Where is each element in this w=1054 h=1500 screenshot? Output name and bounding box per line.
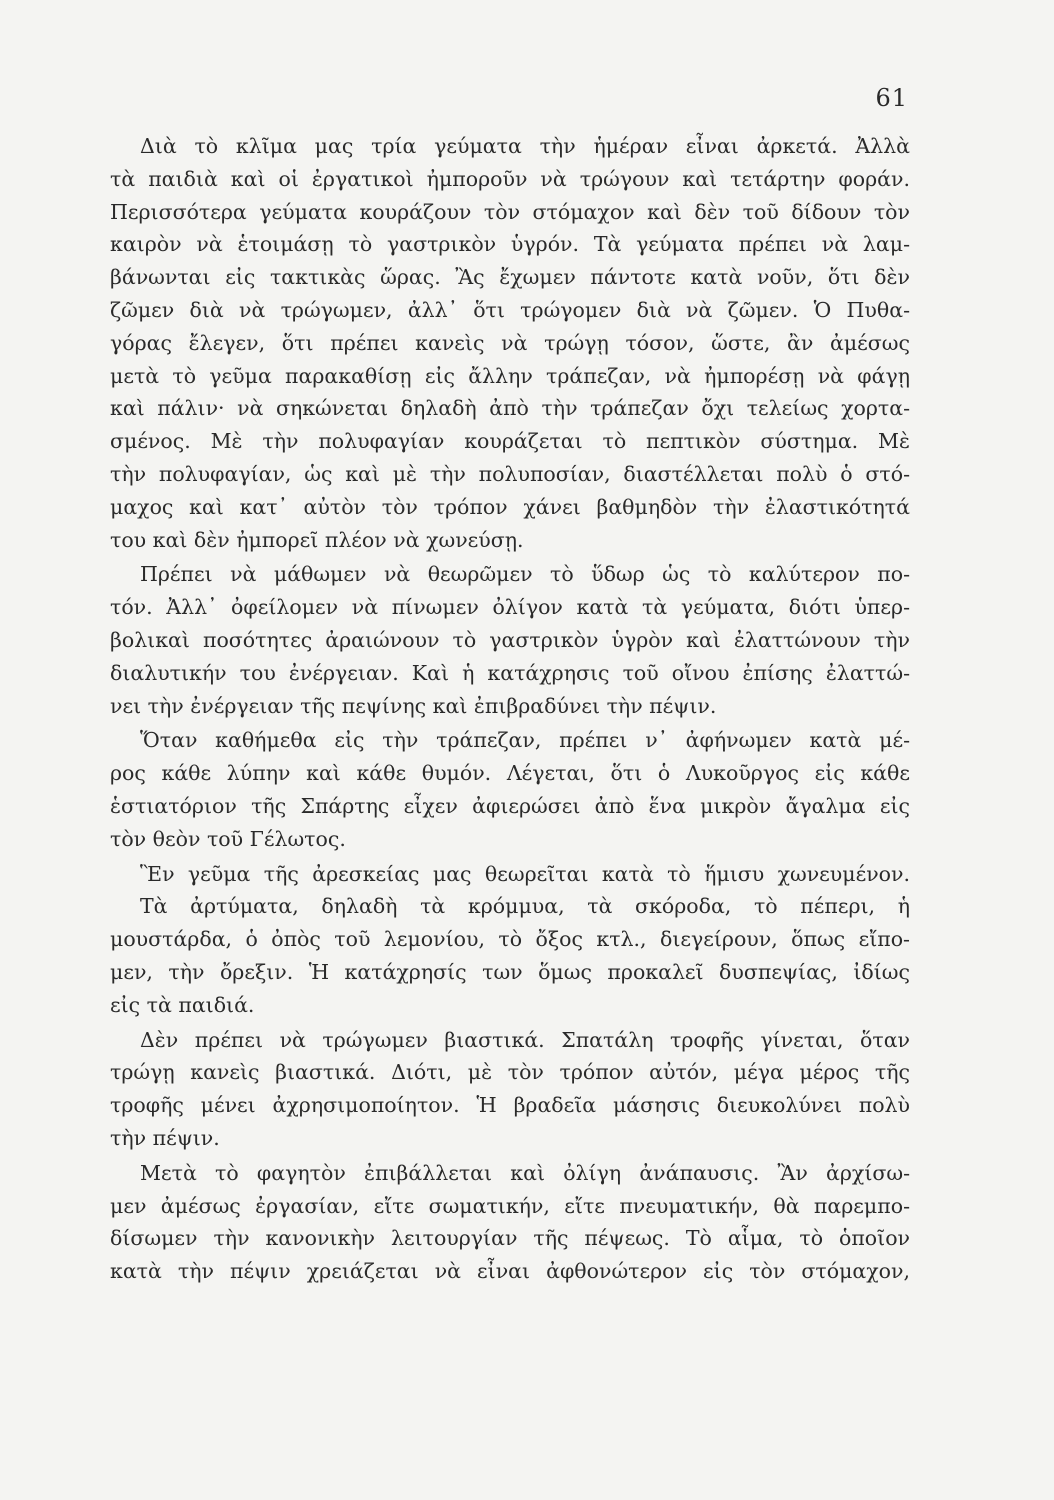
- page-number: 61: [875, 84, 908, 112]
- text-line: βάνωνται εἰς τακτικὰς ὥρας. Ἂς ἔχωμεν πάντοτε κατὰ νοῦν, ὅτι δὲν: [110, 265, 910, 290]
- paragraph-eating-slowly: [110, 1024, 910, 1155]
- text-line: κατὰ τὴν πέψιν χρειάζεται νὰ εἶναι ἀφθονώτερον εἰς τὸν στόμαχον,: [110, 1259, 910, 1284]
- text-line: Πρέπει νὰ μάθωμεν νὰ θεωρῶμεν τὸ ὕδωρ ὡς τὸ καλύτερον πο-: [140, 562, 910, 587]
- body-text: [110, 130, 910, 1288]
- text-line: βολικαὶ ποσότητες ἀραιώνουν τὸ γαστρικὸν ὑγρὸν καὶ ἐλαττώνουν τὴν: [110, 627, 910, 652]
- text-line: τὴν πέψιν.: [110, 1125, 220, 1150]
- text-line: τὰ παιδιὰ καὶ οἱ ἐργατικοὶ ἠμποροῦν νὰ τρώγουν καὶ τετάρτην φοράν.: [110, 166, 910, 191]
- text-line: γόρας ἔλεγεν, ὅτι πρέπει κανεὶς νὰ τρώγῃ τόσον, ὥστε, ἂν ἀμέσως: [110, 330, 910, 355]
- text-line: τρώγῃ κανεὶς βιαστικά. Διότι, μὲ τὸν τρόπον αὐτόν, μέγα μέρος τῆς: [110, 1060, 910, 1085]
- text-line: μεν, τὴν ὄρεξιν. Ἡ κατάχρησίς των ὅμως προκαλεῖ δυσπεψίας, ἰδίως: [110, 959, 910, 984]
- text-line: Τὰ ἀρτύματα, δηλαδὴ τὰ κρόμμυα, τὰ σκόροδα, τὸ πέπερι, ἡ: [140, 894, 910, 919]
- paragraph-meals: [110, 130, 910, 556]
- text-line: τροφῆς μένει ἀχρησιμοποίητον. Ἡ βραδεῖα μάσησις διευκολύνει πολὺ: [110, 1093, 910, 1118]
- text-line: μαχος καὶ κατ᾽ αὐτὸν τὸν τρόπον χάνει βαθμηδὸν τὴν ἐλαστικότητά: [110, 494, 910, 519]
- paragraph-pleasing-meal: [110, 858, 910, 891]
- text-line: καὶ πάλιν· νὰ σηκώνεται δηλαδὴ ἀπὸ τὴν τράπεζαν ὄχι τελείως χορτα-: [110, 396, 910, 421]
- text-line: Περισσότερα γεύματα κουράζουν τὸν στόμαχον καὶ δὲν τοῦ δίδουν τὸν: [110, 199, 910, 224]
- text-line: Ἓν γεῦμα τῆς ἀρεσκείας μας θεωρεῖται κατὰ τὸ ἥμισυ χωνευμένον.: [140, 861, 910, 886]
- text-line: τόν. Ἀλλ᾽ ὀφείλομεν νὰ πίνωμεν ὀλίγον κατὰ τὰ γεύματα, διότι ὑπερ-: [110, 595, 910, 620]
- text-line: τὸν θεὸν τοῦ Γέλωτος.: [110, 826, 346, 851]
- text-line: μουστάρδα, ὁ ὀπὸς τοῦ λεμονίου, τὸ ὄξος κτλ., διεγείρουν, ὅπως εἴπο-: [110, 927, 910, 952]
- text-line: ρος κάθε λύπην καὶ κάθε θυμόν. Λέγεται, ὅτι ὁ Λυκοῦργος εἰς κάθε: [110, 761, 910, 786]
- paragraph-condiments: [110, 890, 910, 1021]
- text-line: Μετὰ τὸ φαγητὸν ἐπιβάλλεται καὶ ὀλίγη ἀνάπαυσις. Ἂν ἀρχίσω-: [140, 1160, 910, 1185]
- text-line: τὴν πολυφαγίαν, ὡς καὶ μὲ τὴν πολυποσίαν, διαστέλλεται πολὺ ὁ στό-: [110, 461, 910, 486]
- text-line: ἑστιατόριον τῆς Σπάρτης εἶχεν ἀφιερώσει ἀπὸ ἕνα μικρὸν ἄγαλμα εἰς: [110, 793, 910, 818]
- text-line: καιρὸν νὰ ἑτοιμάσῃ τὸ γαστρικὸν ὑγρόν. Τὰ γεύματα πρέπει νὰ λαμ-: [110, 232, 910, 257]
- text-line: εἰς τὰ παιδιά.: [110, 992, 255, 1017]
- paragraph-rest-after-meal: [110, 1157, 910, 1288]
- paragraph-table-mood: [110, 724, 910, 855]
- text-line: ζῶμεν διὰ νὰ τρώγωμεν, ἀλλ᾽ ὅτι τρώγομεν διὰ νὰ ζῶμεν. Ὁ Πυθα-: [110, 297, 910, 322]
- text-line: διαλυτικήν του ἐνέργειαν. Καὶ ἡ κατάχρησις τοῦ οἴνου ἐπίσης ἐλαττώ-: [110, 660, 910, 685]
- text-line: μεν ἀμέσως ἐργασίαν, εἴτε σωματικήν, εἴτε πνευματικήν, θὰ παρεμπο-: [110, 1193, 910, 1218]
- text-line: Δὲν πρέπει νὰ τρώγωμεν βιαστικά. Σπατάλη τροφῆς γίνεται, ὅταν: [140, 1027, 910, 1052]
- text-line: νει τὴν ἐνέργειαν τῆς πεψίνης καὶ ἐπιβραδύνει τὴν πέψιν.: [110, 693, 717, 718]
- text-line: Διὰ τὸ κλῖμα μας τρία γεύματα τὴν ἡμέραν εἶναι ἀρκετά. Ἀλλὰ: [140, 134, 910, 158]
- text-line: σμένος. Μὲ τὴν πολυφαγίαν κουράζεται τὸ πεπτικὸν σύστημα. Μὲ: [110, 429, 910, 454]
- text-line: Ὅταν καθήμεθα εἰς τὴν τράπεζαν, πρέπει ν᾽ ἀφήνωμεν κατὰ μέ-: [140, 728, 910, 753]
- text-line: μετὰ τὸ γεῦμα παρακαθίσῃ εἰς ἄλλην τράπεζαν, νὰ ἠμπορέσῃ νὰ φάγῃ: [110, 363, 910, 388]
- text-line: δίσωμεν τὴν κανονικὴν λειτουργίαν τῆς πέψεως. Τὸ αἷμα, τὸ ὁποῖον: [110, 1226, 910, 1251]
- text-line: του καὶ δὲν ἠμπορεῖ πλέον νὰ χωνεύσῃ.: [110, 527, 524, 552]
- paragraph-water: [110, 558, 910, 722]
